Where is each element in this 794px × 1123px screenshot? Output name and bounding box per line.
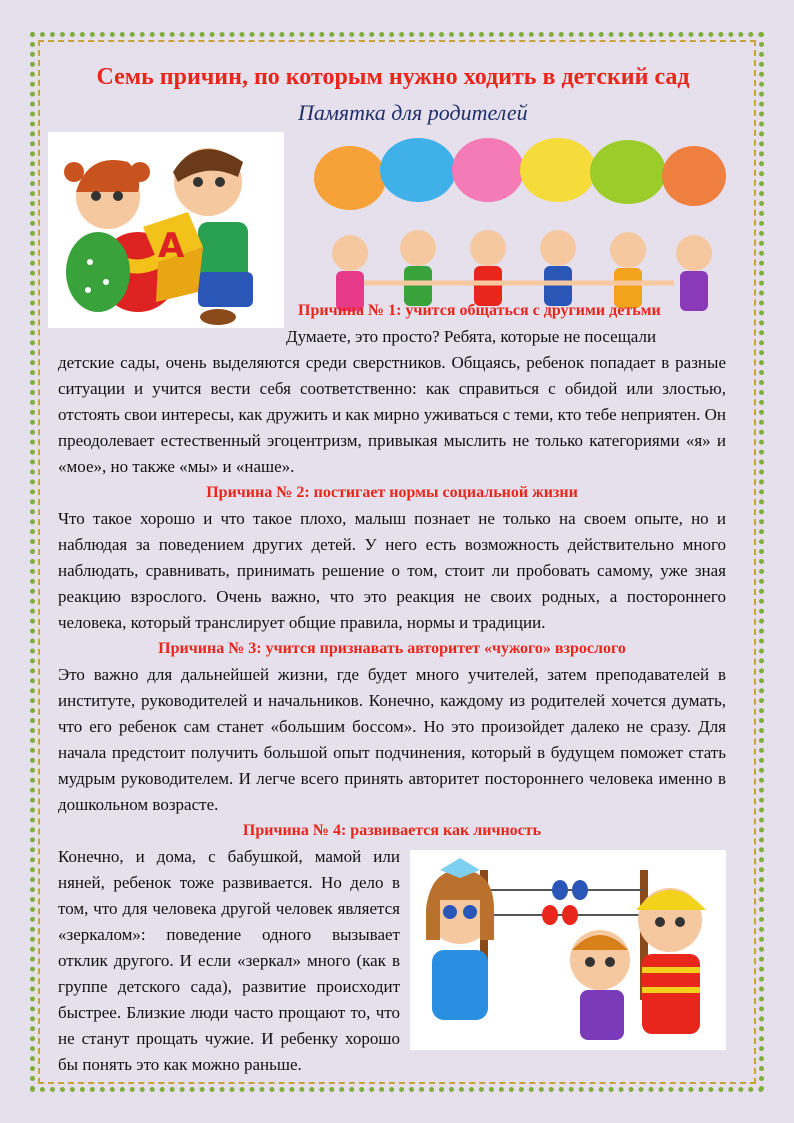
page-title: Семь причин, по которым нужно ходить в детский сад (96, 64, 690, 90)
reason-2-heading: Причина № 2: постигает нормы социальной жизни (206, 484, 578, 501)
reason-4-text: Конечно, и дома, с бабушкой, мамой или няней, ребенок тоже развивается. Но дело в том, что для человека другой человек является «зеркалом»: поведение одного вызывает отклик другого. И если «зеркал» много (как в группе детского сада), развитие происходит быстрее. Близкие люди часто прощают то, что не станут прощать чужие. И ребенку хорошо бы понять это как можно раньше. (58, 847, 400, 1074)
reason-1-heading: Причина № 1: учится общаться с другими детьми (298, 302, 661, 319)
reason-2-text: Что такое хорошо и что такое плохо, малыш познает не только на своем опыте, но и наблюдая за поведением других детей. У него есть возможность действительно много наблюдать, сравнивать, принимать решение о том, стоит ли пробовать самому, уже зная реакцию взрослого. Очень важно, что это реакция не своих родных, а постороннего человека, который транслирует общие правила, нормы и традиции. (58, 509, 726, 632)
document-page (58, 50, 728, 1074)
reason-1-first-line: Думаете, это просто? Ребята, которые не посещали (286, 327, 657, 346)
article-body (58, 298, 726, 1078)
reason-4-heading: Причина № 4: развивается как личность (242, 822, 542, 839)
reason-3-heading: Причина № 3: учится признавать авторитет «чужого» взрослого (158, 640, 626, 657)
svg-text:A: A (158, 226, 185, 266)
page-subtitle: Памятка для родителей (298, 100, 528, 125)
reason-1-text: детские сады, очень выделяются среди сверстников. Общаясь, ребенок попадает в разные ситуации и учится вести себя соответственно: как справиться с обидой или злостью, отстоять свои интересы, как дружить и как мирно уживаться с теми, кто тебе неприятен. Он преодолевает естественный эгоцентризм, привыкая мыслить не только категориями «я» и «мое», но также «мы» и «наше». (58, 353, 726, 476)
reason-3-text: Это важно для дальнейшей жизни, где будет много учителей, затем преподавателей в институте, руководителей и начальников. Конечно, каждому из родителей хочется думать, что его ребенок сам станет «большим боссом». Но это произойдет далеко не сразу. Для начала предстоит получить большой опыт подчинения, который в будущем поможет стать мудрым руководителем. И легче всего принять авторитет постороннего человека именно в дошкольном возрасте. (58, 665, 726, 814)
kids-abacus-illustration (410, 850, 726, 1050)
